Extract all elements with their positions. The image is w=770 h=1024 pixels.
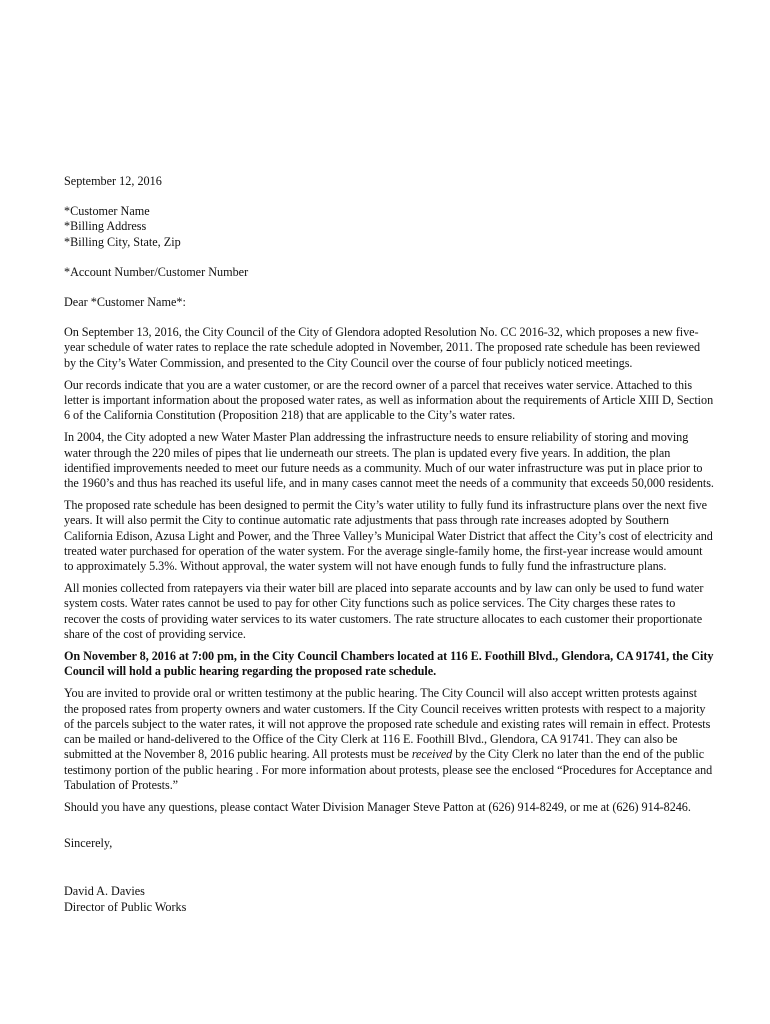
recipient-name: *Customer Name xyxy=(64,204,150,219)
protests-text-end: by the City Clerk no later than the end of the public testimony portion of the public hearing . For more information about protests, please see the enclosed “Procedures for Acceptance and Tabulation of Protests.” xyxy=(64,747,713,792)
protests-text-start: You are invited to provide oral or written testimony at the public hearing. The City Council will also accept written protests against the proposed rates from property owners and water customers. If the City Council receives written protests with respect to a majority of the parcels subject to the water rates, it will not approve the proposed rate schedule and existing rates will remain in effect. Protests can be mailed or hand-delivered to the Office of the City Clerk at 116 E. Foothill Blvd., Glendora, CA 91741. They can also be submitted at the November 8, 2016 public hearing. All protests must be xyxy=(64,686,711,762)
closing: Sincerely, xyxy=(64,836,113,851)
spacer xyxy=(64,250,714,265)
spacer xyxy=(64,822,714,836)
letter-body xyxy=(64,174,714,915)
spacer xyxy=(64,189,714,204)
paragraph-monies: All monies collected from ratepayers via their water bill are placed into separate accounts and by law can only be used to fund water system costs. Water rates cannot be used to pay for other City functions such as police services. The City charges these rates to recover the costs of providing water services to its water customers. The rate structure allocates to each customer their proportionate share of the cost of providing service. xyxy=(64,581,704,641)
recipient-city-state-zip: *Billing City, State, Zip xyxy=(64,234,181,249)
paragraph-resolution: On September 13, 2016, the City Council of the City of Glendora adopted Resolution No. CC 2016-32, which proposes a new five-year schedule of water rates to replace the rate schedule adopted in November, 2011. The proposed rate schedule has been reviewed by the City’s Water Commission, and presented to the City Council over the course of four publicly noticed meetings. xyxy=(64,325,701,370)
signer-name: David A. Davies xyxy=(64,884,145,899)
letter-date: September 12, 2016 xyxy=(64,174,162,188)
paragraph-protests xyxy=(64,686,714,792)
account-number: *Account Number/Customer Number xyxy=(64,264,249,279)
paragraph-master-plan: In 2004, the City adopted a new Water Master Plan addressing the infrastructure needs to ensure reliability of storing and moving water through the 220 miles of pipes that lie underneath our streets. The plan is updated every five years. In addition, the plan identified improvements needed to meet our future needs as a community. Much of our water infrastructure was put in place prior to the 1960’s and thus has reached its useful life, and in many cases cannot meet the needs of a community that exceeds 50,000 residents. xyxy=(64,430,714,491)
paragraph-contact: Should you have any questions, please contact Water Division Manager Steve Patton at (626) 914-8249, or me at (626) 914-8246. xyxy=(64,799,691,814)
recipient-billing-address: *Billing Address xyxy=(64,219,147,234)
signature-space xyxy=(64,851,714,884)
paragraph-records: Our records indicate that you are a water customer, or are the record owner of a parcel that receives water service. Attached to this letter is important information about the proposed water rates, as well as information about the requirements of Article XIII D, Section 6 of the California Constitution (Proposition 218) that are applicable to the City’s water rates. xyxy=(64,377,714,423)
paragraph-public-hearing: On November 8, 2016 at 7:00 pm, in the City Council Chambers located at 116 E. Foothill Blvd., Glendora, CA 91741, the City Council will hold a public hearing regarding the proposed rate schedule. xyxy=(64,649,714,679)
spacer xyxy=(64,310,714,325)
signer-title: Director of Public Works xyxy=(64,899,187,914)
salutation: Dear *Customer Name*: xyxy=(64,295,186,310)
protests-text-emphasis: received xyxy=(411,747,453,762)
spacer xyxy=(64,280,714,295)
recipient-address-block xyxy=(64,204,714,250)
signature-block xyxy=(64,884,714,914)
paragraph-rate-schedule: The proposed rate schedule has been designed to permit the City’s water utility to fully fund its infrastructure plans over the next five years. It will also permit the City to continue automatic rate adjustments that pass through rate increases adopted by Southern California Edison, Azusa Light and Power, and the Three Valley’s Municipal Water District that affect the City’s cost of electricity and treated water purchased for operation of the water system. For the average single-family home, the first-year increase would amount to approximately 5.3%. Without approval, the water system will not have enough funds to fully fund the infrastructure plans. xyxy=(64,498,713,574)
